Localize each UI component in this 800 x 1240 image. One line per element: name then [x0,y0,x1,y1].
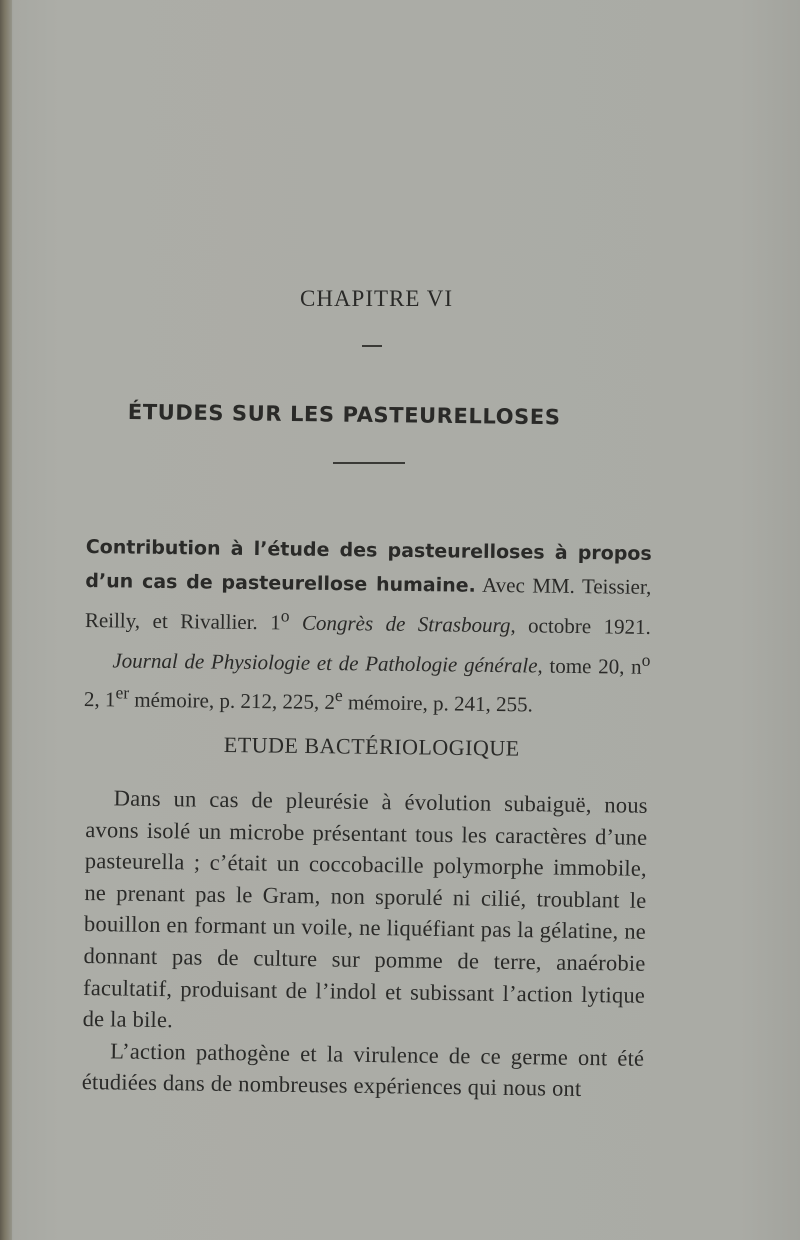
reference-number: 2, 1 [83,686,116,712]
title-rule [333,462,405,464]
reference-memoir-2: mémoire, p. 241, 255. [342,690,533,717]
paragraph: L’action pathogène et la virulence de ce germe ont été étudiées dans de nombreuses expériences qui nous ont [81,1038,645,1102]
section-heading: ETUDE BACTÉRIOLOGIQUE [223,732,520,761]
paragraph: Dans un cas de pleurésie à évolution subaiguë, nous avons isolé un microbe présentant tous les caractères d’une pasteurella ; c’était un coccobacille polymorphe immobile, ne prenant pas le Gram, non sporulé ni cilié, troublant le bouillon en formant un voile, ne liquéfiant pas la gélatine, ne donnant pas de culture sur pomme de terre, anaérobie facultatif, produisant de l’indol et subissant l’action lytique de la bile. [82,785,648,1033]
body-text [82,782,648,1106]
reference-volume: tome 20, n [542,653,642,679]
chapter-dash [362,345,382,347]
first-superscript: er [115,682,130,703]
page-binding-edge [0,0,12,1240]
chapter-number: CHAPITRE VI [300,286,454,311]
reference-memoir-1: mémoire, p. 212, 225, 2 [128,687,336,715]
second-superscript: e [334,685,343,706]
reference-congress-date: octobre 1921. [515,613,651,639]
reference-journal-line [84,636,651,722]
reference-congress: Congrès de Strasbourg, [289,610,516,638]
number-superscript: o [641,649,651,670]
reference-authors: Avec MM. Teissier, Reilly, et Rivallier. 1 [84,572,652,635]
bibliographic-reference [84,530,652,722]
ordinal-superscript: o [280,605,290,626]
reference-title: Contribution à l’étude des pasteurelloses à propos d’un cas de pasteurellose humaine. [85,535,652,597]
reference-journal: Journal de Physiologie et de Pathologie générale, [112,647,543,678]
chapter-title: ÉTUDES SUR LES PASTEURELLOSES [127,400,561,430]
reference-citation [85,530,652,643]
